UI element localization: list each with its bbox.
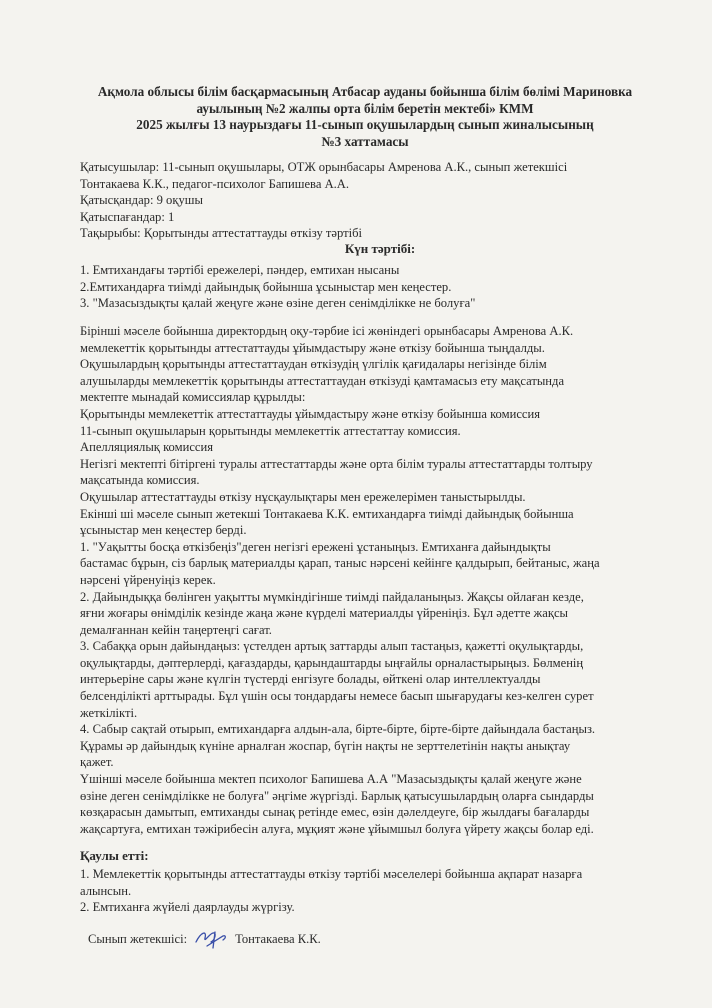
body-line: оқулықтарды, дәптерлерді, қағаздарды, қарындаштарды ыңғайлы орналастырыңыз. Бөлменің	[80, 655, 584, 670]
body-line: бастамас бұрын, сіз барлық материалды қарап, таныс нәрсені кейінге қалдырып, бейтаныс, жаңа	[80, 556, 600, 571]
minutes-body	[80, 323, 680, 837]
body-line: көзқарасын дамытып, емтиханды сынақ ретінде емес, өзін дәлелдеуге, бір жылдағы бағаларды	[80, 805, 590, 820]
resolution-line: 2. Емтиханға жүйелі даярлауды жүргізу.	[80, 900, 295, 915]
agenda-item: 3. "Мазасыздықты қалай жеңуге және өзіне деген сенімділікке не болуға"	[80, 296, 476, 311]
body-line: Үшінші мәселе бойынша мектеп психолог Бапишева А.А "Мазасыздықты қалай жеңуге және	[80, 772, 582, 787]
body-line: мемлекеттік қорытынды аттестаттауды ұйымдастыру және өткізу бойынша тыңдалды.	[80, 340, 545, 355]
signature-row	[88, 928, 321, 950]
agenda-list	[80, 262, 680, 312]
body-line: жақсартуға, емтихан тәжірибесін алуға, мұқият және ұйымшыл болуға үйрету жақсы болар еді.	[80, 821, 594, 836]
resolution-list	[80, 866, 680, 916]
body-line: 2. Дайындыққа бөлінген уақытты мүмкіндігінше тиімді пайдаланыңыз. Жақсы ойлаған кезде,	[80, 589, 584, 604]
body-line: нәрсені үйренуіңіз керек.	[80, 572, 216, 587]
body-line: Негізгі мектепті бітіргені туралы аттестаттарды және орта білім туралы аттестаттарды толтыру	[80, 456, 593, 471]
attended-line: Қатысқандар: 9 оқушы	[80, 193, 203, 208]
topic-line: Тақырыбы: Қорытынды аттестаттауды өткізу тәртібі	[80, 226, 363, 241]
handwritten-signature-icon	[193, 928, 229, 950]
header-line-1: Ақмола облысы білім басқармасының Атбасар ауданы бойынша білім бөлімі Мариновка	[97, 84, 633, 99]
header-line-3: 2025 жылғы 13 наурыздағы 11-сынып оқушылардың сынып жиналысының	[136, 117, 594, 133]
body-line: Құрамы әр дайындық күніне арналған жоспар, бүгін нақты не зерттелетінін нақты анықтау	[80, 738, 571, 753]
body-line: Оқушылар аттестаттауды өткізу нұсқаулықтары мен ережелерімен таныстырылды.	[80, 489, 526, 504]
signature-label: Сынып жетекшісі:	[88, 931, 188, 946]
agenda-item: 1. Емтихандағы тәртібі ережелері, пәндер, емтихан нысаны	[80, 263, 400, 277]
signature-name: Тонтакаева К.К.	[235, 931, 321, 946]
body-line: Апелляциялық комиссия	[80, 440, 214, 455]
agenda-title: Күн тәртібі:	[344, 241, 416, 256]
body-line: 11-сынып оқушыларын қорытынды мемлекеттік аттестаттау комиссия.	[80, 423, 461, 438]
body-line: 1. "Уақытты босқа өткізбеңіз"деген негізгі ережені ұстаныңыз. Емтиханға дайындықты	[80, 539, 551, 554]
resolution-title: Қаулы етті:	[80, 848, 149, 863]
body-line: демалғаннан кейін таңертеңгі сағат.	[80, 622, 272, 637]
body-line: мақсатында комиссия.	[80, 473, 200, 488]
body-line: Екінші ші мәселе сынып жетекші Тонтакаева К.К. емтихандарға тиімді дайындық бойынша	[80, 506, 574, 521]
body-line: Қорытынды мемлекеттік аттестаттауды ұйымдастыру және өткізу бойынша комиссия	[80, 406, 541, 421]
body-line: жеткілікті.	[80, 705, 138, 720]
body-line: интерьеріне сары және күлгін түстерді енгізуге болады, өйткені олар интеллектуалды	[80, 672, 541, 687]
header-line-2: ауылының №2 жалпы орта білім беретін мектебі» КММ	[196, 100, 534, 116]
header-line-4: №3 хаттамасы	[321, 133, 409, 149]
body-line: 3. Сабаққа орын дайындаңыз: үстелден артық заттарды алып тастаңыз, қажетті оқулықтарды,	[80, 639, 584, 654]
body-line: белсенділікті арттырады. Бұл үшін осы тондардағы немесе басып шығарудағы кез-келген сурет	[80, 689, 594, 704]
absent-line: Қатыспағандар: 1	[80, 209, 175, 224]
agenda-item: 2.Емтихандарға тиімді дайындық бойынша ұсыныстар мен кеңестер.	[80, 279, 452, 294]
document-header	[70, 84, 660, 150]
meeting-meta	[80, 159, 680, 242]
resolution-line: алынсын.	[80, 883, 132, 898]
resolution-line: 1. Мемлекеттік қорытынды аттестаттауды өткізу тәртібі мәселелері бойынша ақпарат назарға	[80, 867, 583, 881]
body-line: алушыларды мемлекеттік қорытынды аттестаттаудан өткізуді қамтамасыз ету мақсатында	[80, 373, 565, 388]
body-line: Бірінші мәселе бойынша директордың оқу-тәрбие ісі жөніндегі орынбасары Амренова А.К.	[80, 324, 574, 338]
body-line: өзіне деген сенімділікке не болуға" әңгіме жүргізді. Барлық қатысушылардың оларға сындарды	[80, 788, 594, 803]
body-line: қажет.	[80, 755, 114, 770]
body-line: ұсыныстар мен кеңестер берді.	[80, 523, 247, 538]
participants-line-2: Тонтакаева К.К., педагог-психолог Бапишева А.А.	[80, 176, 350, 191]
body-line: 4. Сабыр сақтай отырып, емтихандарға алдын-ала, біртe-бірте, бірте-бірте дайындала бастаңыз.	[80, 722, 596, 737]
body-line: мектепте мынадай комиссиялар құрылды:	[80, 390, 306, 405]
participants-line-1: Қатысушылар: 11-сынып оқушылары, ОТЖ орынбасары Амренова А.К., сынып жетекшісі	[80, 160, 568, 174]
body-line: яғни жоғары өнімділік кезінде жаңа және күрделі материалды үйреніңіз. Бұл әдетте жақсы	[80, 606, 569, 621]
body-line: Оқушылардың қорытынды аттестаттаудан өткізудің үлгілік қағидалары негізінде білім	[80, 357, 547, 372]
